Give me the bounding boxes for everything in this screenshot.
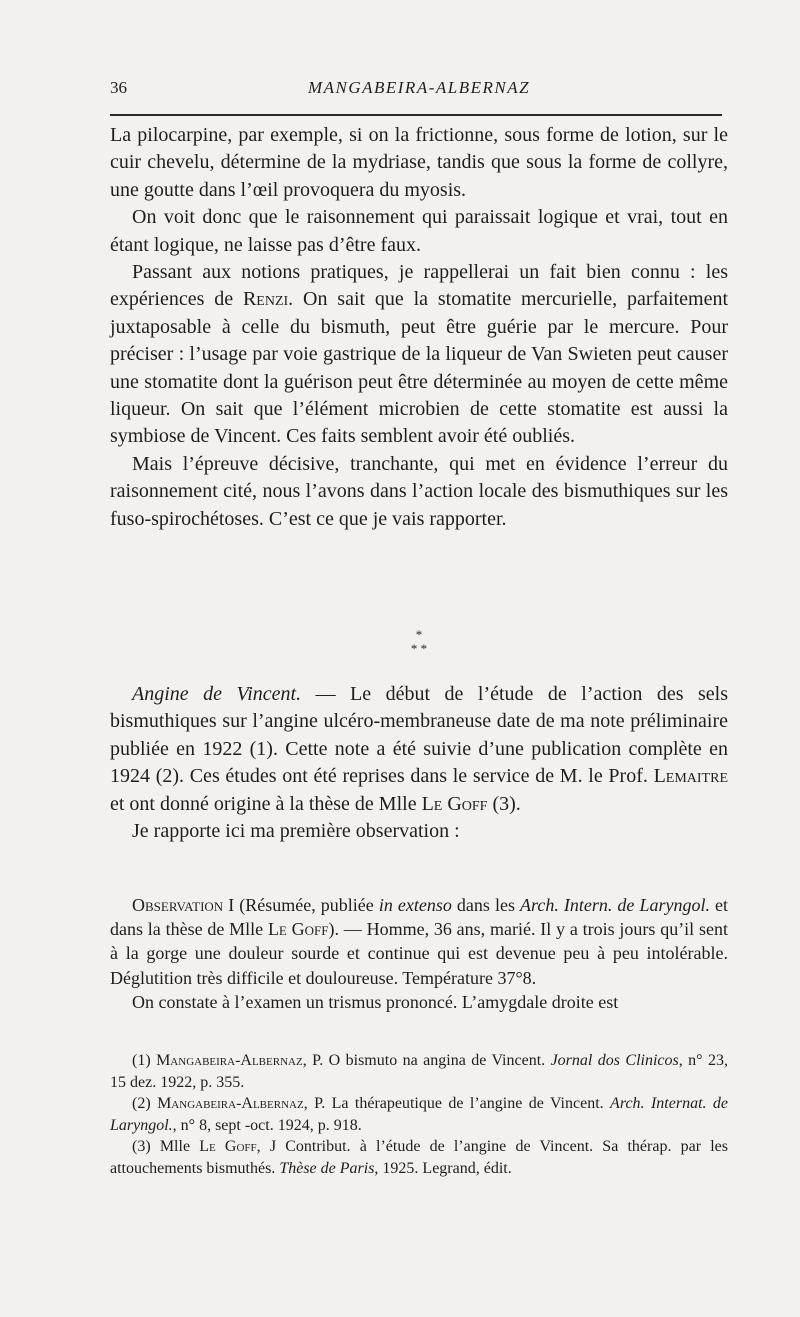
text-run: . On sait que la stomatite mercurielle, parfaitement juxtaposable à celle du bismuth, peut être guérie par le mercure. Pour préciser : l’usage par voie gastrique de la liqueur de Van Swieten peut causer une stomatite dont la guérison peut être déterminée au moyen de cette même liqueur. On sait que l’élément microbien de cette stomatite est aussi la symbiose de Vincent. Ces faits semblent avoir été oubliés. <box>110 288 728 448</box>
text-run: , n° 8, sept -oct. 1924, p. 918. <box>172 1116 362 1134</box>
journal-title: Jornal dos Clinicos <box>550 1052 679 1069</box>
journal-title: Arch. Internat. de Laryngol. <box>110 1095 729 1134</box>
text-run: ). — Homme, 36 ans, marié. Il y a trois jours qu’il sent à la gorge une douleur sourde et continue qui est devenue peu à peu intolérable. Déglutition très difficile et douloureuse. Température 37°8. <box>110 919 728 988</box>
paragraph: Je rapporte ici ma première observation : <box>132 820 460 843</box>
text-run: (3). <box>487 792 521 815</box>
section-title: Angine de Vincent. <box>132 683 302 705</box>
author-name: Le Goff <box>267 919 329 940</box>
asterism-bottom: * * <box>410 641 428 656</box>
text-run: , P. O bismuto na angina de Vincent. <box>302 1052 551 1069</box>
main-text <box>110 122 728 533</box>
section-angine <box>110 681 728 845</box>
paragraph: La pilocarpine, par exemple, si on la frictionne, sous forme de lotion, sur le cuir chevelu, détermine de la mydriase, tandis que sous la forme de collyre, une goutte dans l’œil provoquera du myosis. <box>110 124 728 201</box>
text-run: et dans la thèse de Mlle <box>110 895 728 940</box>
latin-phrase: in extenso <box>378 895 452 915</box>
running-head: MANGABEIRA-ALBERNAZ <box>307 78 531 97</box>
text-run: — Le début de l’étude de l’action des sels bismuthiques sur l’angine ulcéro-membraneuse date de ma note préliminaire publiée en 1922 (1). Cette note a été suivie d’une publication complète en 1924 (2). Ces études ont été reprises dans le service de M. le Prof. <box>110 683 728 788</box>
footnotes <box>110 1050 728 1180</box>
author-name: Renzi <box>242 288 289 311</box>
text-run: , n° 23, 15 dez. 1922, p. 355. <box>110 1052 728 1091</box>
author-name: Mangabeira-Albernaz <box>156 1052 303 1069</box>
author-name: Le Goff <box>421 792 488 815</box>
text-run: dans les <box>451 895 520 915</box>
journal-title: Arch. Intern. de Laryngol. <box>520 895 710 915</box>
text-run: , P. La thérapeutique de l’angine de Vincent. <box>303 1095 611 1113</box>
footnote-number: (2) <box>132 1095 158 1113</box>
author-name: Mangabeira-Albernaz <box>157 1095 304 1113</box>
footnote-1 <box>110 1050 728 1093</box>
page-number: 36 <box>110 78 127 97</box>
footnote-3 <box>110 1136 728 1179</box>
paragraph <box>110 259 728 451</box>
text-run: Passant aux notions pratiques, je rappellerai un fait bien connu : les expériences de <box>110 261 728 311</box>
paragraph <box>110 681 728 818</box>
paragraph: On constate à l’examen un trismus prononcé. L’amygdale droite est <box>132 991 619 1012</box>
asterism-top: * <box>415 627 423 642</box>
footnote-number: (1) <box>132 1052 157 1069</box>
author-name: Lemaitre <box>653 765 728 788</box>
paragraph <box>110 893 728 990</box>
footnote-number: (3) Mlle <box>132 1138 200 1156</box>
observation-label: Observation <box>132 895 224 915</box>
asterism <box>110 628 728 656</box>
text-run: , J Contribut. à l’étude de l’angine de Vincent. Sa thérap. par les attouchements bismuthés. <box>110 1138 729 1177</box>
paragraph: On voit donc que le raisonnement qui paraissait logique et vrai, tout en étant logique, ne laisse pas d’être faux. <box>110 206 728 256</box>
journal-title: Thèse de Paris <box>279 1159 375 1177</box>
header-rule <box>110 114 722 116</box>
text-run: et ont donné origine à la thèse de Mlle <box>110 792 422 815</box>
page-header <box>110 78 728 102</box>
observation-block <box>110 893 728 1014</box>
text-run: I (Résumée, publiée <box>223 895 379 915</box>
author-name: Le Goff <box>199 1138 257 1156</box>
paragraph: Mais l’épreuve décisive, tranchante, qui met en évidence l’erreur du raisonnement cité, nous l’avons dans l’action locale des bismuthiques sur les fuso-spirochétoses. C’est ce que je vais rapporter. <box>110 452 728 530</box>
footnote-2 <box>110 1093 728 1136</box>
text-run: , 1925. Legrand, édit. <box>374 1159 512 1177</box>
